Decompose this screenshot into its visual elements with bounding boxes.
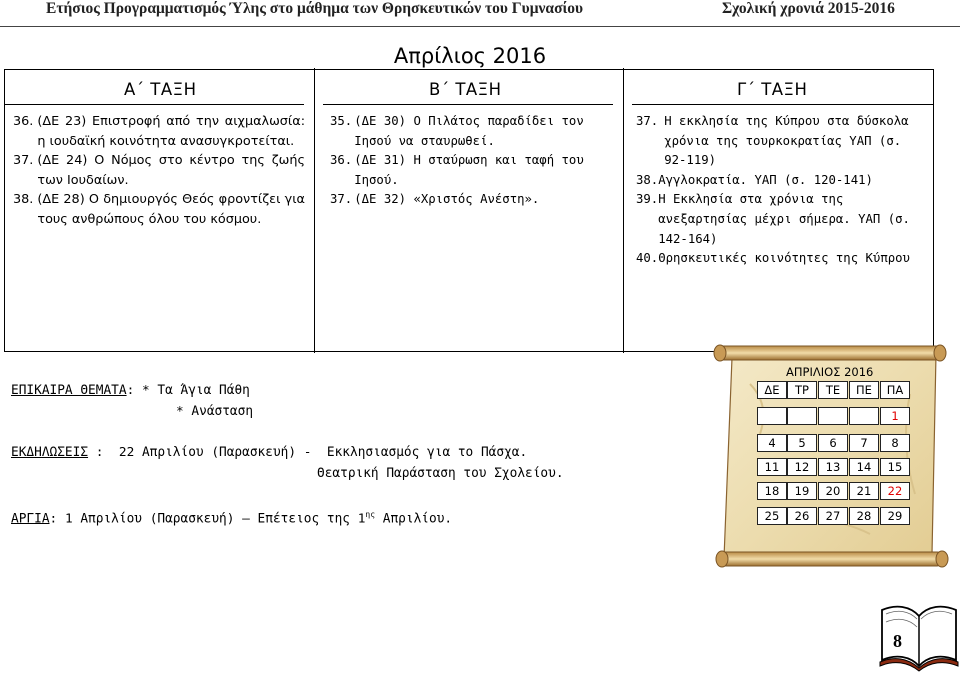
calendar-day: 20 bbox=[818, 482, 848, 500]
calendar-weekday: ΤΕ bbox=[818, 381, 848, 399]
calendar-day: 21 bbox=[849, 482, 879, 500]
calendar-day: 12 bbox=[787, 458, 817, 476]
events bbox=[11, 443, 527, 463]
month-title: Απρίλιος 2016 bbox=[393, 44, 547, 68]
calendar-day: 13 bbox=[818, 458, 848, 476]
lesson-item: 36. (ΔΕ 23) Επιστροφή από την αιχμαλωσία: η ιουδαϊκή κοινότητα ανασυγκροτείται. bbox=[13, 114, 305, 149]
current-topics bbox=[11, 381, 250, 401]
calendar-weekday: ΠΑ bbox=[880, 381, 910, 399]
calendar-title: ΑΠΡΙΛΙΟΣ 2016 bbox=[786, 365, 874, 379]
calendar-day: 5 bbox=[787, 434, 817, 452]
column-divider bbox=[314, 68, 315, 353]
events-item: : 22 Απριλίου (Παρασκευή) - Εκκλησιασμός για το Πάσχα. bbox=[88, 445, 528, 460]
holiday-label: ΑΡΓΙΑ bbox=[11, 511, 50, 527]
calendar-day: 26 bbox=[787, 507, 817, 525]
current-topics-item: * Ανάσταση bbox=[176, 404, 254, 419]
lesson-item: 37. (ΔΕ 32) «Χριστός Ανέστη». bbox=[330, 192, 540, 207]
events-item: Θεατρική Παράσταση του Σχολείου. bbox=[317, 466, 564, 481]
calendar-day: 15 bbox=[880, 458, 910, 476]
page-number: 8 bbox=[893, 631, 902, 651]
holiday bbox=[11, 505, 452, 529]
lesson-item: 39. Η Εκκλησία στα χρόνια της ανεξαρτησίας μέχρι σήμερα. ΥΑΠ (σ. 142-164) bbox=[636, 192, 910, 246]
lesson-item: 38. (ΔΕ 28) Ο δημιουργός Θεός φροντίζει για τους ανθρώπους όλου του κόσμου. bbox=[13, 192, 305, 227]
lesson-item: 35. (ΔΕ 30) Ο Πιλάτος παραδίδει τον Ιησού να σταυρωθεί. bbox=[330, 114, 584, 148]
calendar-day: 27 bbox=[818, 507, 848, 525]
grade-a-heading: Α΄ ΤΑΞΗ bbox=[124, 80, 197, 99]
grade-c-items bbox=[636, 112, 928, 269]
calendar-weekday: ΔΕ bbox=[757, 381, 787, 399]
lesson-item: 40. Θρησκευτικές κοινότητες της Κύπρου bbox=[636, 251, 910, 266]
holiday-text: : 1 Απριλίου (Παρασκευή) – Επέτειος της 1 bbox=[49, 511, 366, 527]
current-topics-item: : * Τα Άγια Πάθη bbox=[126, 383, 250, 398]
header-rule bbox=[0, 26, 960, 27]
grade-b-items bbox=[330, 112, 618, 210]
header-rule-a bbox=[4, 104, 304, 105]
grade-c-heading: Γ΄ ΤΑΞΗ bbox=[737, 80, 808, 99]
calendar-day: 29 bbox=[880, 507, 910, 525]
calendar-day: 28 bbox=[849, 507, 879, 525]
current-topics-label: ΕΠΙΚΑΙΡΑ ΘΕΜΑΤΑ bbox=[11, 383, 127, 398]
calendar-day: 8 bbox=[880, 434, 910, 452]
header-rule-b bbox=[323, 104, 613, 105]
header-rule-c bbox=[632, 104, 934, 105]
grade-b-heading: Β΄ ΤΑΞΗ bbox=[429, 80, 502, 99]
calendar-day: 7 bbox=[849, 434, 879, 452]
calendar-day: 22 bbox=[880, 482, 910, 500]
calendar-day bbox=[849, 407, 879, 425]
column-divider bbox=[623, 68, 624, 353]
calendar-weekday: ΤΡ bbox=[787, 381, 817, 399]
grade-a-items bbox=[13, 112, 305, 230]
school-year: Σχολική χρονιά 2015-2016 bbox=[722, 0, 895, 17]
lesson-item: 38. Αγγλοκρατία. ΥΑΠ (σ. 120-141) bbox=[636, 172, 873, 187]
calendar-day bbox=[787, 407, 817, 425]
lesson-item: 36. (ΔΕ 31) Η σταύρωση και ταφή του Ιησού. bbox=[330, 153, 584, 187]
calendar-day bbox=[818, 407, 848, 425]
calendar-weekday: ΠΕ bbox=[849, 381, 879, 399]
holiday-ordinal: ης bbox=[365, 510, 376, 519]
calendar-day: 1 bbox=[880, 407, 910, 425]
open-book-icon bbox=[878, 596, 960, 672]
calendar-day: 18 bbox=[757, 482, 787, 500]
calendar-day: 25 bbox=[757, 507, 787, 525]
calendar-day: 6 bbox=[818, 434, 848, 452]
lesson-item: 37. (ΔΕ 24) Ο Νόμος στο κέντρο της ζωής των Ιουδαίων. bbox=[13, 153, 305, 188]
calendar-day: 11 bbox=[757, 458, 787, 476]
document-header-title: Ετήσιος Προγραμματισμός Ύλης στο μάθημα των Θρησκευτικών του Γυμνασίου bbox=[46, 0, 584, 17]
lesson-item: 37. Η εκκλησία της Κύπρου στα δύσκολα χρόνια της τουρκοκρατίας ΥΑΠ (σ. 92-119) bbox=[636, 114, 909, 168]
calendar-day bbox=[757, 407, 787, 425]
holiday-end: Απριλίου. bbox=[375, 511, 453, 527]
calendar-day: 14 bbox=[849, 458, 879, 476]
calendar-day: 4 bbox=[757, 434, 787, 452]
events-label: ΕΚΔΗΛΩΣΕΙΣ bbox=[11, 445, 89, 460]
calendar-day: 19 bbox=[787, 482, 817, 500]
